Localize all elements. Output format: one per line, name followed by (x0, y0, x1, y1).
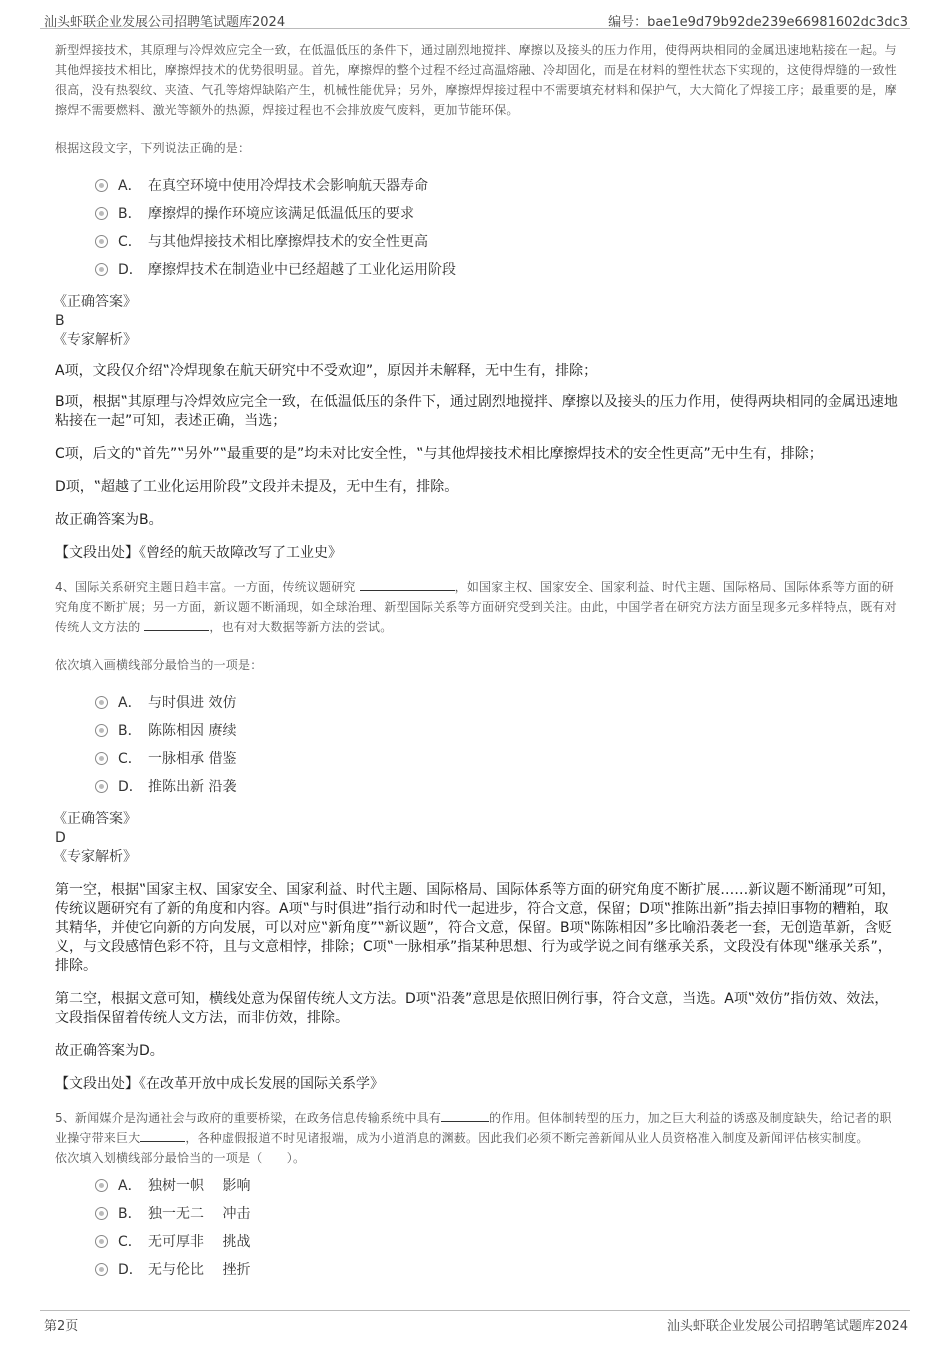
header-title: 汕头虾联企业发展公司招聘笔试题库2024 (44, 15, 286, 30)
option-d[interactable]: D． 推陈出新 沿袭 (95, 773, 900, 801)
radio-icon[interactable] (95, 1207, 108, 1220)
analysis-label: 《专家解析》 (53, 849, 137, 865)
option-list (95, 1172, 900, 1284)
radio-icon[interactable] (95, 263, 108, 276)
option-a[interactable]: A． 在真空环境中使用冷焊技术会影响航天器寿命 (95, 172, 900, 200)
analysis-paragraph: C项，后文的‟首先”‟另外”‟最重要的是”均未对比安全性，‟与其他焊接技术相比摩擦焊技术的安全性更高”无中生有，排除； (55, 446, 823, 462)
fill-blank (360, 578, 455, 591)
analysis-paragraph: 第一空，根据‟国家主权、国家安全、国家利益、时代主题、国际格局、国际体系等方面的研究角度不断扩展……新议题不断涌现”可知，传统议题研究有了新的角度和内容。A项‟与时俱进”指行动和时代一起进步，符合文意，保留；D项‟推陈出新”指去掉旧事物的糟粕，取其精华，并使它向新的方向发展，可以对应‟新角度”‟新议题”，符合文意，保留。B项‟陈陈相因”多比喻沿袭老一套，无创造革新，含贬义，与文段感情色彩不符，且与文意相悖，排除；C项‟一脉相承”指某种思想、行为或学说之间有继承关系，文段没有体现‟继承关系”，排除。 (55, 882, 896, 974)
option-a[interactable]: A． 独树一帜 影响 (95, 1172, 900, 1200)
radio-icon[interactable] (95, 207, 108, 220)
option-c[interactable]: C． 无可厚非 挑战 (95, 1228, 900, 1256)
question-stem: 4、国际关系研究主题日趋丰富。一方面，传统议题研究 ，如国家主权、国家安全、国家利益、时代主题、国际格局、国际体系等方面的研究角度不断扩展；另一方面，新议题不断涌现，如全球治理、新型国际关系等方面研究受到关注。由此，中国学者在研究方法方面呈现多元多样特点，既有对传统人文方法的 ，也有对大数据等新方法的尝试。 (55, 580, 897, 634)
page-header (40, 0, 910, 29)
question-stem: 新型焊接技术，其原理与冷焊效应完全一致，在低温低压的条件下，通过剧烈地搅拌、摩擦以及接头的压力作用，使得两块相同的金属迅速地粘接在一起。与其他焊接技术相比，摩擦焊技术的优势很明显。首先，摩擦焊的整个过程不经过高温熔融、冷却固化，而是在材料的塑性状态下实现的，这使得焊缝的一致性很高，没有热裂纹、夹渣、气孔等熔焊缺陷产生，机械性能优异；另外，摩擦焊焊接过程中不需要填充材料和保护气，大大简化了焊接工序；最重要的是，摩擦焊不需要燃料、激光等额外的热源，焊接过程也不会排放废气废料，更加节能环保。 (55, 43, 897, 117)
question-3 (55, 40, 900, 563)
option-d[interactable]: D． 无与伦比 挫折 (95, 1256, 900, 1284)
option-c[interactable]: C． 与其他焊接技术相比摩擦焊技术的安全性更高 (95, 228, 900, 256)
source-citation: 【文段出处】《曾经的航天故障改写了工业史》 (55, 545, 342, 561)
question-stem: 5、新闻媒介是沟通社会与政府的重要桥梁，在政务信息传输系统中具有 的作用。但体制转型的压力，加之巨大利益的诱惑及制度缺失，给记者的职业操守带来巨大 ，各种虚假报道不时见诸报端，成为小道消息的渊薮。因此我们必须不断完善新闻从业人员资格准入制度及新闻评估核实制度。 (55, 1111, 892, 1145)
analysis-paragraph: B项，根据‟其原理与冷焊效应完全一致，在低温低压的条件下，通过剧烈地搅拌、摩擦以及接头的压力作用，使得两块相同的金属迅速地粘接在一起”可知，表述正确，当选； (55, 394, 898, 429)
option-b[interactable]: B． 摩擦焊的操作环境应该满足低温低压的要求 (95, 200, 900, 228)
option-list (95, 172, 900, 284)
question-prompt: 依次填入画横线部分最恰当的一项是： (55, 658, 263, 672)
analysis-paragraph: D项，‟超越了工业化运用阶段”文段并未提及，无中生有，排除。 (55, 479, 459, 495)
radio-icon[interactable] (95, 752, 108, 765)
answer-label: 《正确答案》 (53, 294, 137, 310)
radio-icon[interactable] (95, 780, 108, 793)
answer-label: 《正确答案》 (53, 811, 137, 827)
analysis-paragraph: A项，文段仅介绍‟冷焊现象在航天研究中不受欢迎”，原因并未解释，无中生有，排除； (55, 363, 598, 379)
fill-blank (140, 1129, 185, 1142)
source-citation: 【文段出处】《在改革开放中成长发展的国际关系学》 (55, 1076, 384, 1092)
radio-icon[interactable] (95, 235, 108, 248)
page-number: 第2页 (44, 1319, 79, 1334)
fill-blank (144, 618, 209, 631)
page-footer (40, 1310, 910, 1341)
analysis-paragraph: 第二空，根据文意可知，横线处意为保留传统人文方法。D项‟沿袭”意思是依照旧例行事，符合文意，当选。A项‟效仿”指仿效、效法，文段指保留着传统人文方法，而非仿效，排除。 (55, 991, 889, 1026)
option-d[interactable]: D． 摩擦焊技术在制造业中已经超越了工业化运用阶段 (95, 256, 900, 284)
question-prompt: 依次填入划横线部分最恰当的一项是（ ）。 (55, 1151, 306, 1165)
analysis-label: 《专家解析》 (53, 332, 137, 348)
page-content (55, 40, 900, 1284)
option-a[interactable]: A． 与时俱进 效仿 (95, 689, 900, 717)
radio-icon[interactable] (95, 696, 108, 709)
option-c[interactable]: C． 一脉相承 借鉴 (95, 745, 900, 773)
fill-blank (441, 1109, 489, 1122)
document-code: 编号：bae1e9d79b92de239e66981602dc3dc3 (608, 15, 908, 30)
option-b[interactable]: B． 独一无二 冲击 (95, 1200, 900, 1228)
option-list (95, 689, 900, 801)
radio-icon[interactable] (95, 179, 108, 192)
correct-answer: B (55, 313, 65, 329)
radio-icon[interactable] (95, 1179, 108, 1192)
radio-icon[interactable] (95, 1263, 108, 1276)
question-prompt: 根据这段文字，下列说法正确的是： (55, 141, 251, 155)
analysis-conclusion: 故正确答案为B。 (55, 512, 163, 528)
analysis-conclusion: 故正确答案为D。 (55, 1043, 164, 1059)
question-5 (55, 1108, 900, 1284)
footer-title: 汕头虾联企业发展公司招聘笔试题库2024 (666, 1319, 908, 1334)
option-b[interactable]: B． 陈陈相因 赓续 (95, 717, 900, 745)
radio-icon[interactable] (95, 1235, 108, 1248)
correct-answer: D (55, 830, 66, 846)
radio-icon[interactable] (95, 724, 108, 737)
question-4 (55, 577, 900, 1094)
